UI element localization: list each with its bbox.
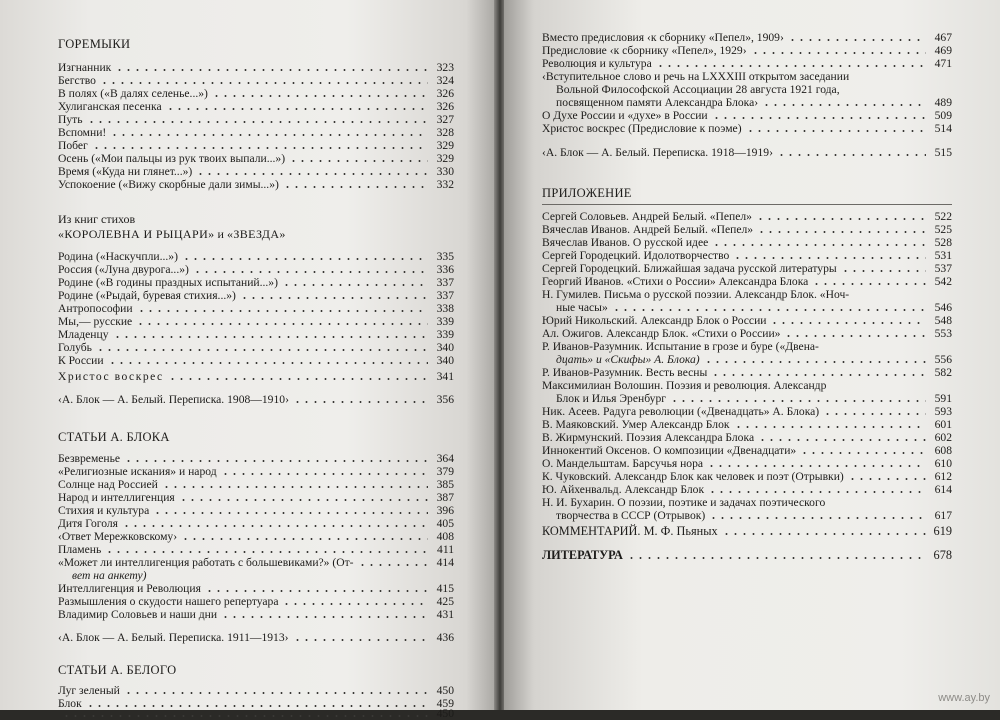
section-pre-title: Из книг стихов (58, 212, 136, 226)
toc-entry: В. Жирмунский. Поэзия Александра Блока 602 (542, 431, 952, 444)
toc-entry: ные часы» 546 (556, 301, 952, 314)
toc-entry: Христос воскрес (Предисловие к поэме) 514 (542, 122, 952, 135)
toc-entry: Луг зеленый 450 (58, 684, 454, 697)
section-rule (542, 204, 952, 205)
toc-entry: Дитя Гоголя 405 (58, 517, 454, 530)
toc-entry: Р. Иванов-Разумник. Весть весны 582 (542, 366, 952, 379)
toc-entry: Вячеслав Иванов. Андрей Белый. «Пепел» 525 (542, 223, 952, 236)
toc-entry: Родина («Наскучпли...») 335 (58, 250, 454, 263)
left-page-content (58, 0, 454, 720)
section-title-belogo: СТАТЬИ А. БЕЛОГО (58, 663, 177, 677)
watermark-text: www.ay.by (938, 692, 990, 704)
toc-entry: Революция и культура 471 (542, 57, 952, 70)
toc-entry: К России 340 (58, 354, 454, 367)
toc-entry-khristos: Христос воскрес 341 (58, 370, 454, 383)
toc-entry: посвященном памяти Александра Блока› 489 (556, 96, 952, 109)
toc-entry: Осень («Мои пальцы из рук твоих выпали...») 329 (58, 152, 454, 165)
toc-entry: К. Чуковский. Александр Блок как человек и поэт (Отрывки) 612 (542, 470, 952, 483)
toc-entry: В. Маяковский. Умер Александр Блок 601 (542, 418, 952, 431)
toc-entry: Интеллигенция и Революция 415 (58, 582, 454, 595)
toc-entry: О Духе России и «духе» в России 509 (542, 109, 952, 122)
toc-entry: Ал. Ожигов. Александр Блок. «Стихи о России» 553 (542, 327, 952, 340)
toc-entry: Н. И. Бухарин. О поэзии, поэтике и задачах поэтического (542, 496, 826, 509)
toc-entry: Предисловие ‹к сборнику «Пепел», 1929› 469 (542, 44, 952, 57)
toc-entry: Блок и Илья Эренбург 591 (556, 392, 952, 405)
toc-entry: Россия («Луна двурога...») 336 (58, 263, 454, 276)
toc-entry: Владимир Соловьев и наши дни 431 (58, 608, 454, 621)
toc-entry: «Религиозные искания» и народ 379 (58, 465, 454, 478)
toc-entry: Вместо предисловия ‹к сборнику «Пепел», 1909› 467 (542, 31, 952, 44)
section-title-korolevna: «КОРОЛЕВНА И РЫЦАРИ» и «ЗВЕЗДА» (58, 227, 286, 241)
toc-entry: 450 (58, 707, 454, 720)
toc-entry: Вспомни! 328 (58, 126, 454, 139)
toc-entry-kommentarii: КОММЕНТАРИЙ. М. Ф. Пьяных 619 (542, 524, 952, 538)
toc-entry-continuation: вет на анкету) (72, 569, 147, 582)
toc-entry: Сергей Городецкий. Идолотворчество 531 (542, 249, 952, 262)
toc-entry: Р. Иванов-Разумник. Испытание в грозе и буре («Двена- (542, 340, 819, 353)
toc-entry: Побег 329 (58, 139, 454, 152)
right-page (504, 0, 1000, 710)
toc-entry: дцать» и «Скифы» А. Блока) 556 (556, 353, 952, 366)
toc-entry: Максимилиан Волошин. Поэзия и революция. Александр (542, 379, 827, 392)
toc-entry: Стихия и культура 396 (58, 504, 454, 517)
toc-entry: Вячеслав Иванов. О русской идее 528 (542, 236, 952, 249)
toc-entry-perepiska: ‹А. Блок — А. Белый. Переписка. 1911—1913› 436 (58, 631, 454, 644)
toc-entry: Безвременье 364 (58, 452, 454, 465)
toc-entry: Антропософии 338 (58, 302, 454, 315)
toc-entry: Блок 459 (58, 697, 454, 710)
toc-entry: Георгий Иванов. «Стихи о России» Александра Блока 542 (542, 275, 952, 288)
toc-entry: Младенцу 339 (58, 328, 454, 341)
toc-entry: Бегство 324 (58, 74, 454, 87)
section-title-goremyki: ГОРЕМЫКИ (58, 37, 131, 51)
toc-entry-continuation: Вольной Философской Ассоциации 28 августа 1921 года, (556, 83, 840, 96)
toc-entry: В полях («В далях селенье...») 326 (58, 87, 454, 100)
toc-entry: Размышления о скудости нашего репертуара 425 (58, 595, 454, 608)
toc-entry: Ю. Айхенвальд. Александр Блок 614 (542, 483, 952, 496)
section-title-bloka: СТАТЬИ А. БЛОКА (58, 430, 170, 444)
toc-entry: Сергей Городецкий. Ближайшая задача русской литературы 537 (542, 262, 952, 275)
toc-entry: Голубь 340 (58, 341, 454, 354)
toc-entry: Родине («Рыдай, буревая стихия...») 337 (58, 289, 454, 302)
toc-entry: ‹Вступительное слово и речь на LXXXIII открытом заседании (542, 70, 850, 83)
toc-entry: Юрий Никольский. Александр Блок о России 548 (542, 314, 952, 327)
left-page (0, 0, 496, 720)
toc-entry: Народ и интеллигенция 387 (58, 491, 454, 504)
toc-entry: творчества в СССР (Отрывок) 617 (556, 509, 952, 522)
toc-entry-perepiska: ‹А. Блок — А. Белый. Переписка. 1918—1919› 515 (542, 146, 952, 159)
toc-entry: Время («Куда ни глянет...») 330 (58, 165, 454, 178)
toc-entry: Родине («В годины праздных испытаний...») 337 (58, 276, 454, 289)
toc-entry: Путь 327 (58, 113, 454, 126)
toc-entry: Иннокентий Оксенов. О композиции «Двенадцати» 608 (542, 444, 952, 457)
toc-entry: «Может ли интеллигенция работать с большевиками?» (От- 414 (58, 556, 454, 569)
section-title-prilozhenie: ПРИЛОЖЕНИЕ (542, 186, 632, 200)
toc-entry: Н. Гумилев. Письма о русской поэзии. Александр Блок. «Ноч- (542, 288, 850, 301)
toc-entry: Хулиганская песенка 326 (58, 100, 454, 113)
toc-entry-literatura: ЛИТЕРАТУРА 678 (542, 548, 952, 562)
toc-entry: Пламень 411 (58, 543, 454, 556)
toc-entry-perepiska: ‹А. Блок — А. Белый. Переписка. 1908—1910› 356 (58, 393, 454, 406)
toc-entry: Солнце над Россией 385 (58, 478, 454, 491)
toc-entry: Ник. Асеев. Радуга революции («Двенадцать» А. Блока) 593 (542, 405, 952, 418)
toc-entry: ‹Ответ Мережковскому› 408 (58, 530, 454, 543)
toc-entry: Успокоение («Вижу скорбные дали зимы...») 332 (58, 178, 454, 191)
toc-entry: О. Мандельштам. Барсучья нора 610 (542, 457, 952, 470)
toc-entry: Мы,— русские 339 (58, 315, 454, 328)
toc-entry: Изгнанник 323 (58, 61, 454, 74)
right-page-content (542, 0, 952, 710)
toc-entry: Сергей Соловьев. Андрей Белый. «Пепел» 522 (542, 210, 952, 223)
